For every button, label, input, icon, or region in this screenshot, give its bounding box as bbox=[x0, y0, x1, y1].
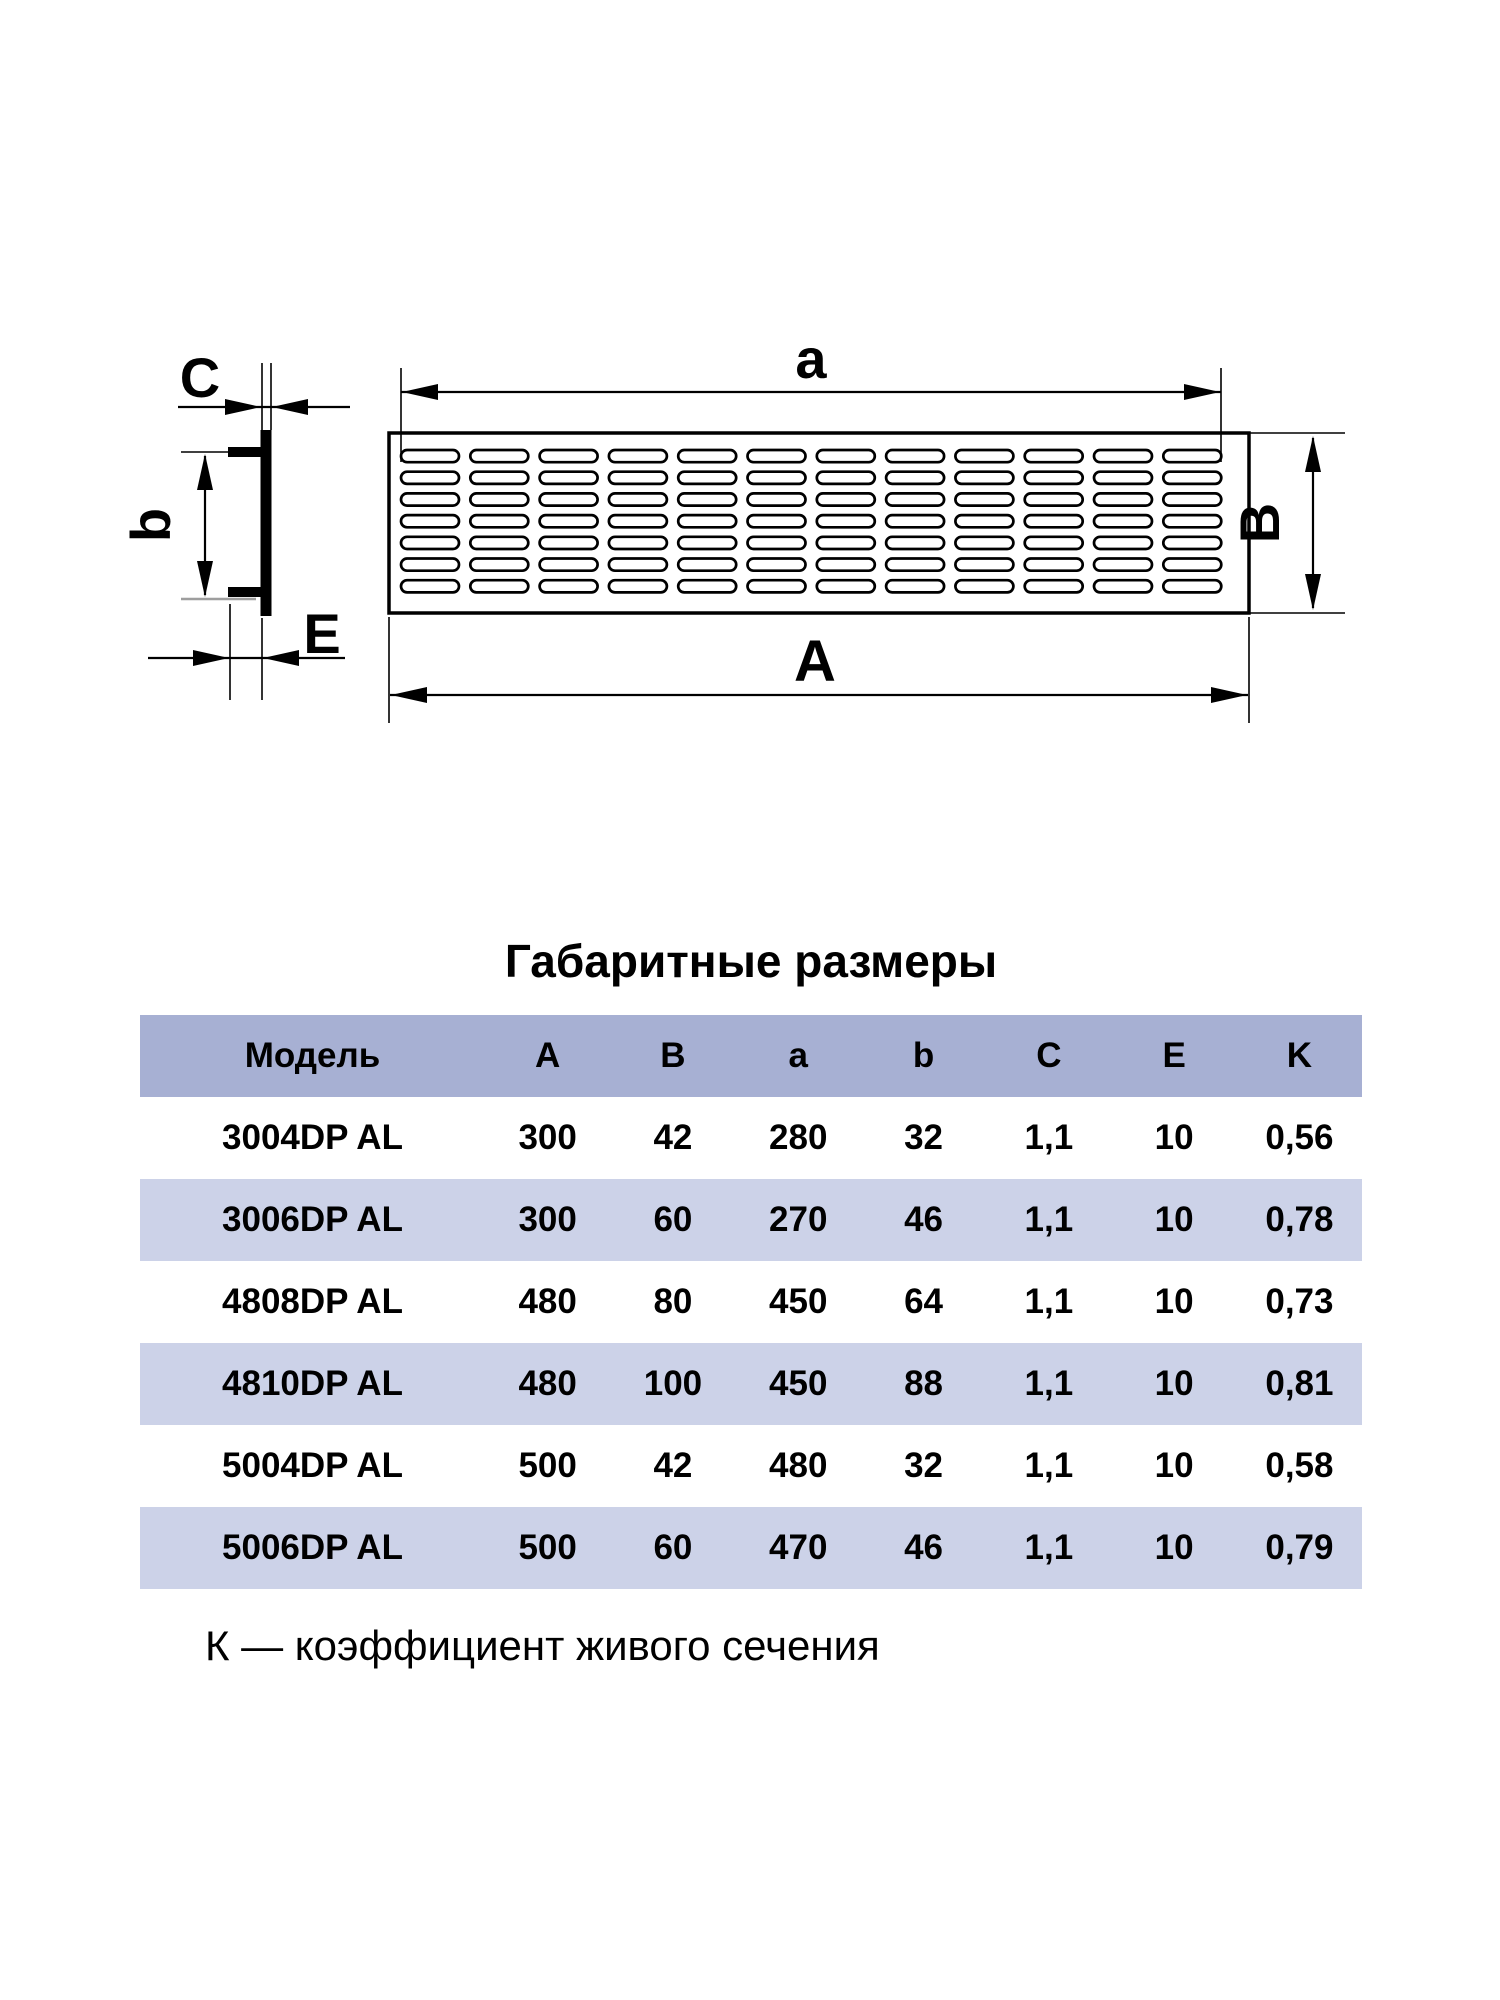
grille-slot bbox=[401, 559, 459, 571]
grille-slot bbox=[540, 450, 598, 462]
grille-slot bbox=[886, 580, 944, 592]
grille-slot bbox=[1094, 472, 1152, 484]
table-cell: 46 bbox=[904, 1528, 943, 1567]
table-cell: 1,1 bbox=[1024, 1446, 1074, 1485]
dimension-E bbox=[148, 602, 345, 700]
arrowhead-right-icon bbox=[1211, 687, 1247, 703]
grille-slot bbox=[1163, 450, 1221, 462]
footnote: К — коэффициент живого сечения bbox=[205, 1622, 880, 1669]
dim-label-B: B bbox=[1228, 502, 1291, 544]
grille-slot bbox=[748, 580, 806, 592]
grille-slot bbox=[817, 559, 875, 571]
dim-label-C: C bbox=[179, 346, 221, 409]
side-profile-view bbox=[228, 430, 272, 616]
grille-slot bbox=[817, 537, 875, 549]
grille-slot bbox=[955, 472, 1013, 484]
table-cell: 10 bbox=[1154, 1528, 1194, 1567]
arrowhead-left-icon bbox=[272, 399, 308, 415]
header-cell: A bbox=[535, 1036, 561, 1075]
table-cell: 10 bbox=[1154, 1200, 1194, 1239]
dim-label-a: a bbox=[795, 327, 827, 390]
grille-slot bbox=[886, 450, 944, 462]
grille-slot bbox=[1094, 537, 1152, 549]
grille-slot bbox=[817, 450, 875, 462]
table-cell: 46 bbox=[904, 1200, 943, 1239]
table-cell: 1,1 bbox=[1024, 1282, 1074, 1321]
grille-slot bbox=[1094, 515, 1152, 527]
front-view bbox=[389, 433, 1249, 613]
table-cell: 300 bbox=[518, 1200, 577, 1239]
table-cell: 10 bbox=[1154, 1446, 1194, 1485]
table-cell: 0,78 bbox=[1265, 1200, 1334, 1239]
dimension-C bbox=[178, 346, 350, 430]
grille-slot bbox=[955, 537, 1013, 549]
grille-slot bbox=[1094, 580, 1152, 592]
table-cell: 42 bbox=[653, 1446, 693, 1485]
grille-slot bbox=[540, 515, 598, 527]
grille-slot bbox=[678, 559, 736, 571]
grille-slot bbox=[886, 515, 944, 527]
grille-slot bbox=[955, 559, 1013, 571]
grille-slot bbox=[886, 559, 944, 571]
table-cell: 10 bbox=[1154, 1118, 1194, 1157]
grille-slot bbox=[955, 493, 1013, 505]
arrowhead-left-icon bbox=[391, 687, 427, 703]
grille-slot bbox=[1163, 559, 1221, 571]
grille-slot bbox=[748, 515, 806, 527]
grille-slot bbox=[470, 515, 528, 527]
grille-slot bbox=[401, 537, 459, 549]
arrowhead-down-icon bbox=[197, 561, 213, 597]
table-cell: 270 bbox=[769, 1200, 828, 1239]
table-row bbox=[140, 1507, 1362, 1589]
table-cell: 0,56 bbox=[1265, 1118, 1334, 1157]
table-cell: 0,81 bbox=[1265, 1364, 1334, 1403]
dimension-A bbox=[389, 617, 1249, 723]
table-cell: 5004DP AL bbox=[222, 1446, 403, 1485]
grille-slot bbox=[540, 537, 598, 549]
header-cell: Модель bbox=[244, 1036, 381, 1075]
grille-slot bbox=[609, 515, 667, 527]
grille-slot bbox=[748, 450, 806, 462]
header-cell: K bbox=[1286, 1036, 1313, 1075]
grille-slot bbox=[1163, 515, 1221, 527]
table-row bbox=[140, 1343, 1362, 1425]
grille-slot bbox=[540, 559, 598, 571]
table-cell: 60 bbox=[653, 1200, 693, 1239]
grille-slot bbox=[886, 472, 944, 484]
grille-slot bbox=[401, 493, 459, 505]
header-cell: b bbox=[912, 1036, 935, 1075]
grille-slot bbox=[540, 472, 598, 484]
grille-slot bbox=[1025, 450, 1083, 462]
grille-slot bbox=[817, 515, 875, 527]
dimensions-table bbox=[140, 1015, 1362, 1589]
grille-slot bbox=[401, 472, 459, 484]
grille-slot bbox=[1163, 493, 1221, 505]
grille-slot bbox=[678, 472, 736, 484]
profile-bar bbox=[261, 430, 272, 616]
grille-slot bbox=[1025, 472, 1083, 484]
dim-label-b: b bbox=[119, 507, 182, 543]
table-cell: 100 bbox=[643, 1364, 703, 1403]
header-row bbox=[140, 1015, 1362, 1097]
table-cell: 3006DP AL bbox=[222, 1200, 403, 1239]
table-cell: 4808DP AL bbox=[222, 1282, 403, 1321]
table-cell: 480 bbox=[769, 1446, 828, 1485]
table-cell: 0,58 bbox=[1265, 1446, 1334, 1485]
grille-slot bbox=[470, 493, 528, 505]
grille-slot bbox=[886, 493, 944, 505]
table-cell: 4810DP AL bbox=[222, 1364, 403, 1403]
table-title: Габаритные размеры bbox=[504, 935, 998, 987]
grille-slot bbox=[470, 580, 528, 592]
table-cell: 3004DP AL bbox=[222, 1118, 403, 1157]
table-cell: 42 bbox=[653, 1118, 693, 1157]
grille-slot bbox=[678, 450, 736, 462]
grille-slot bbox=[401, 580, 459, 592]
grille-slot bbox=[470, 559, 528, 571]
grille-slot bbox=[1025, 559, 1083, 571]
grille-slot bbox=[609, 580, 667, 592]
arrowhead-right-icon bbox=[193, 650, 229, 666]
table-row bbox=[140, 1097, 1362, 1179]
grille-slot bbox=[748, 537, 806, 549]
table-cell: 300 bbox=[518, 1118, 577, 1157]
technical-drawing bbox=[0, 0, 1500, 800]
grille-slot bbox=[401, 450, 459, 462]
grille-slot bbox=[678, 515, 736, 527]
grille-slot bbox=[1163, 537, 1221, 549]
grille-slot bbox=[678, 537, 736, 549]
grille-slot bbox=[609, 493, 667, 505]
table-cell: 500 bbox=[518, 1528, 577, 1567]
table-body bbox=[140, 1097, 1362, 1589]
table-cell: 280 bbox=[769, 1118, 828, 1157]
profile-bottom-flange bbox=[228, 587, 261, 597]
table-cell: 1,1 bbox=[1024, 1364, 1074, 1403]
grille-slot bbox=[678, 580, 736, 592]
table-cell: 1,1 bbox=[1024, 1528, 1074, 1567]
grille-slot bbox=[540, 493, 598, 505]
table-cell: 60 bbox=[653, 1528, 693, 1567]
table-cell: 1,1 bbox=[1024, 1118, 1074, 1157]
grille-slot bbox=[886, 537, 944, 549]
table-cell: 0,73 bbox=[1265, 1282, 1334, 1321]
table-cell: 32 bbox=[904, 1118, 943, 1157]
grille-slot bbox=[1025, 537, 1083, 549]
grille-slot bbox=[678, 493, 736, 505]
table-cell: 480 bbox=[518, 1364, 577, 1403]
table-cell: 10 bbox=[1154, 1282, 1194, 1321]
grille-slot bbox=[955, 580, 1013, 592]
table-row bbox=[140, 1179, 1362, 1261]
grille-slot bbox=[470, 450, 528, 462]
grille-slot bbox=[1094, 493, 1152, 505]
arrowhead-left-icon bbox=[402, 384, 438, 400]
header-cell: E bbox=[1162, 1036, 1186, 1075]
grille-slot bbox=[1025, 493, 1083, 505]
table-row bbox=[140, 1261, 1362, 1343]
dim-label-A: A bbox=[794, 629, 836, 694]
grille-slot bbox=[540, 580, 598, 592]
table-cell: 450 bbox=[769, 1282, 828, 1321]
table-cell: 64 bbox=[904, 1282, 943, 1321]
table-cell: 480 bbox=[518, 1282, 577, 1321]
grille-slot bbox=[609, 537, 667, 549]
grille-slot bbox=[609, 472, 667, 484]
table-cell: 5006DP AL bbox=[222, 1528, 403, 1567]
grille-slot bbox=[748, 493, 806, 505]
grille-slot bbox=[609, 559, 667, 571]
table-cell: 80 bbox=[653, 1282, 693, 1321]
grille-slot bbox=[1025, 580, 1083, 592]
grille-slot bbox=[401, 515, 459, 527]
table-cell: 500 bbox=[518, 1446, 577, 1485]
grille-slot bbox=[1094, 559, 1152, 571]
grille-slot bbox=[817, 493, 875, 505]
grille-slot bbox=[817, 472, 875, 484]
dimension-b bbox=[119, 452, 256, 599]
table-cell: 1,1 bbox=[1024, 1200, 1074, 1239]
table-row bbox=[140, 1425, 1362, 1507]
arrowhead-up-icon bbox=[1305, 436, 1321, 472]
dim-label-E: E bbox=[303, 602, 341, 665]
arrowhead-down-icon bbox=[1305, 574, 1321, 610]
arrowhead-left-icon bbox=[263, 650, 299, 666]
grille-slot bbox=[470, 472, 528, 484]
arrowhead-right-icon bbox=[225, 399, 261, 415]
arrowhead-right-icon bbox=[1184, 384, 1220, 400]
arrowhead-up-icon bbox=[197, 454, 213, 490]
header-cell: B bbox=[660, 1036, 686, 1075]
grille-slot bbox=[1163, 472, 1221, 484]
grille-slot bbox=[955, 515, 1013, 527]
profile-top-flange bbox=[228, 447, 261, 457]
table-cell: 470 bbox=[769, 1528, 828, 1567]
grille-slot bbox=[1094, 450, 1152, 462]
grille-slot bbox=[748, 559, 806, 571]
table-cell: 10 bbox=[1154, 1364, 1194, 1403]
header-cell: a bbox=[788, 1036, 808, 1075]
table-cell: 88 bbox=[904, 1364, 943, 1403]
grille-slot bbox=[1163, 580, 1221, 592]
table-cell: 0,79 bbox=[1265, 1528, 1334, 1567]
grille-slot bbox=[748, 472, 806, 484]
grille-slot bbox=[470, 537, 528, 549]
table-cell: 450 bbox=[769, 1364, 828, 1403]
grille-slot bbox=[609, 450, 667, 462]
grille-slot bbox=[817, 580, 875, 592]
grille-slot bbox=[1025, 515, 1083, 527]
header-cell: C bbox=[1036, 1036, 1062, 1075]
grille-slot bbox=[955, 450, 1013, 462]
table-cell: 32 bbox=[904, 1446, 943, 1485]
